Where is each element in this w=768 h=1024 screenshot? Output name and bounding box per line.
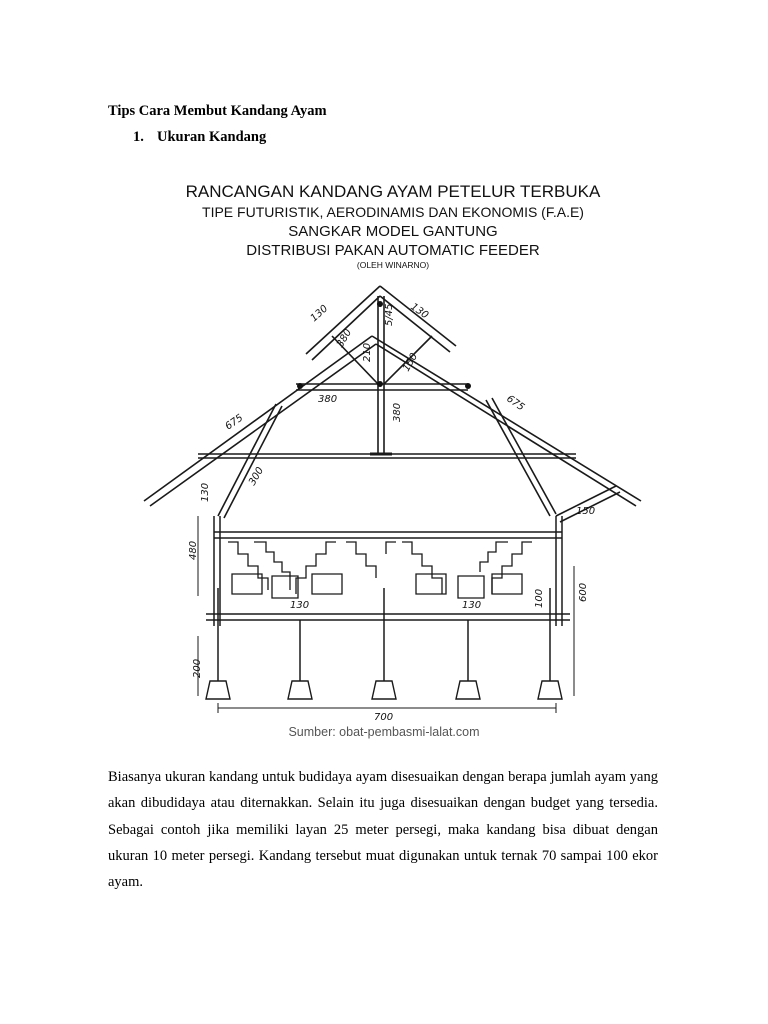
dim-rafter-right: 675	[504, 393, 527, 414]
dim-roof-right-top: 130	[408, 301, 431, 322]
body-paragraph: Biasanya ukuran kandang untuk budidaya ayam disesuaikan dengan berapa jumlah ayam yang akan dibudidaya atau diternakkan. Selain itu juga disesuaikan dengan budget yang tersedia. Sebagai contoh jika memiliki layan 25 meter persegi, maka kandang bisa dibuat dengan ukuran 10 meter persegi. Kandang tersebut muat digunakan untuk ternak 70 sampai 100 ekor ayam.	[108, 769, 658, 891]
dim-rafter-left: 675	[223, 412, 246, 433]
dim-collar-beam: 380	[318, 394, 338, 405]
diagram-title-line-5: (OLEH WINARNO)	[356, 260, 430, 270]
post-footings	[206, 681, 562, 699]
dim-king-post-lower: 380	[392, 402, 403, 422]
dim-cage-right: 130	[462, 600, 482, 611]
dim-wall-right: 600	[578, 582, 589, 602]
dim-post-height: 200	[192, 658, 203, 678]
diagram-title-line-4: DISTRIBUSI PAKAN AUTOMATIC FEEDER	[246, 242, 540, 259]
list-number: 1.	[133, 129, 144, 145]
dim-wall-left: 480	[188, 540, 199, 560]
document-heading: Tips Cara Membut Kandang Ayam	[108, 103, 327, 119]
numbered-list-item	[133, 129, 266, 146]
dim-ridge-right: 150	[401, 351, 421, 374]
dim-cage-height: 100	[534, 588, 545, 608]
dim-roof-left-top: 130	[308, 303, 331, 325]
diagram-title-line-3: SANGKAR MODEL GANTUNG	[288, 223, 498, 240]
dim-king-post-slant: 380	[335, 327, 355, 350]
diagram-title-line-1: RANCANGAN KANDANG AYAM PETELUR TERBUKA	[185, 182, 601, 201]
hanging-cages	[228, 542, 532, 598]
list-item-label: Ukuran Kandang	[157, 129, 267, 145]
walls-and-posts	[206, 516, 570, 681]
dim-eave-right: 150	[576, 506, 596, 517]
figure-caption: Sumber: obat-pembasmi-lalat.com	[288, 725, 480, 739]
dim-cage-left: 130	[290, 600, 310, 611]
dim-strut-left: 300	[247, 465, 267, 488]
chicken-coop-diagram	[136, 176, 650, 722]
dim-king-post-left: 210	[362, 342, 373, 362]
dim-ridge-upper: 5/45	[384, 303, 395, 326]
diagram-title-line-2: TIPE FUTURISTIK, AERODINAMIS DAN EKONOMIS (F.A.E)	[202, 204, 584, 220]
dim-total-width: 700	[374, 712, 394, 722]
diagram-svg	[136, 176, 650, 722]
dim-eave-left: 130	[200, 482, 211, 502]
